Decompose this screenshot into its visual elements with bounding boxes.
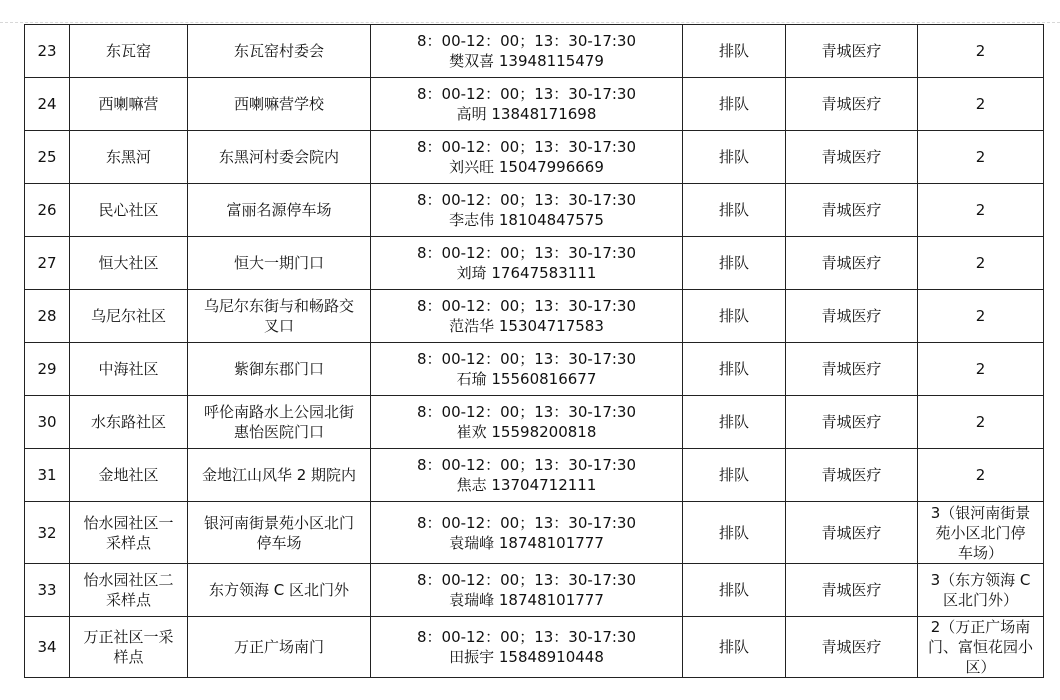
community-line: 民心社区	[98, 201, 159, 219]
row-number-cell: 32	[25, 502, 70, 564]
location-line: 呼伦南路水上公园北街	[203, 403, 354, 421]
location-line: 万正广场南门	[233, 638, 324, 656]
community-cell	[70, 184, 188, 237]
row-number-cell: 31	[25, 449, 70, 502]
queue-mode-cell: 排队	[683, 78, 786, 131]
row-number-cell: 23	[25, 25, 70, 78]
count-line: 2	[975, 42, 986, 60]
hours-contact-cell	[371, 131, 683, 184]
table-row	[25, 237, 1044, 290]
count-line: 2	[975, 95, 986, 113]
sampling-count-cell	[918, 78, 1044, 131]
sampling-count-cell	[918, 131, 1044, 184]
community-line: 样点	[113, 648, 144, 666]
count-line: 区北门外）	[942, 591, 1018, 609]
location-cell	[188, 237, 371, 290]
sampling-count-cell	[918, 25, 1044, 78]
provider-cell: 青城医疗	[786, 617, 918, 678]
queue-mode-cell: 排队	[683, 396, 786, 449]
location-line: 乌尼尔东街与和畅路交	[203, 297, 354, 315]
count-line: 区）	[965, 658, 996, 676]
count-line: 车场）	[957, 543, 1003, 562]
count-line: 2	[975, 307, 986, 325]
contact-person-phone: 田振宇 15848910448	[449, 648, 604, 666]
community-cell	[70, 502, 188, 564]
location-line: 紫御东郡门口	[233, 360, 324, 378]
service-hours: 8：00-12：00；13：30-17:30	[416, 403, 637, 421]
table-row	[25, 343, 1044, 396]
count-line: 3（银河南街景	[930, 503, 1031, 522]
location-cell	[188, 25, 371, 78]
community-line: 东黑河	[105, 148, 151, 166]
provider-cell: 青城医疗	[786, 449, 918, 502]
hours-contact-cell	[371, 343, 683, 396]
service-hours: 8：00-12：00；13：30-17:30	[416, 85, 637, 103]
provider-cell: 青城医疗	[786, 564, 918, 617]
location-cell	[188, 78, 371, 131]
queue-mode-cell: 排队	[683, 617, 786, 678]
provider-cell: 青城医疗	[786, 343, 918, 396]
sampling-count-cell	[918, 502, 1044, 564]
community-cell	[70, 564, 188, 617]
service-hours: 8：00-12：00；13：30-17:30	[416, 191, 637, 209]
location-line: 东黑河村委会院内	[218, 148, 339, 166]
community-line: 万正社区一采	[83, 628, 174, 646]
hours-contact-cell	[371, 617, 683, 678]
provider-cell: 青城医疗	[786, 396, 918, 449]
location-cell	[188, 343, 371, 396]
count-line: 苑小区北门停	[935, 523, 1026, 542]
queue-mode-cell: 排队	[683, 184, 786, 237]
location-cell	[188, 131, 371, 184]
queue-mode-cell: 排队	[683, 343, 786, 396]
service-hours: 8：00-12：00；13：30-17:30	[416, 456, 637, 474]
table-row	[25, 449, 1044, 502]
table-row	[25, 25, 1044, 78]
community-cell	[70, 25, 188, 78]
contact-person-phone: 焦志 13704712111	[456, 476, 597, 494]
table-row	[25, 617, 1044, 678]
sampling-count-cell	[918, 564, 1044, 617]
contact-person-phone: 刘琦 17647583111	[456, 264, 597, 282]
community-cell	[70, 290, 188, 343]
service-hours: 8：00-12：00；13：30-17:30	[416, 244, 637, 262]
table-row	[25, 564, 1044, 617]
contact-person-phone: 高明 13848171698	[456, 105, 597, 123]
count-line: 门、富恒花园小	[927, 638, 1033, 656]
contact-person-phone: 范浩华 15304717583	[449, 317, 604, 335]
contact-person-phone: 李志伟 18104847575	[449, 211, 604, 229]
community-cell	[70, 237, 188, 290]
hours-contact-cell	[371, 396, 683, 449]
community-cell	[70, 78, 188, 131]
community-line: 金地社区	[98, 466, 159, 484]
queue-mode-cell: 排队	[683, 564, 786, 617]
service-hours: 8：00-12：00；13：30-17:30	[416, 571, 637, 589]
table-body	[25, 25, 1044, 678]
provider-cell: 青城医疗	[786, 290, 918, 343]
location-line: 富丽名源停车场	[226, 201, 332, 219]
queue-mode-cell: 排队	[683, 290, 786, 343]
queue-mode-cell: 排队	[683, 131, 786, 184]
sampling-count-cell	[918, 449, 1044, 502]
row-number-cell: 27	[25, 237, 70, 290]
provider-cell: 青城医疗	[786, 131, 918, 184]
service-hours: 8：00-12：00；13：30-17:30	[416, 513, 637, 532]
hours-contact-cell	[371, 25, 683, 78]
community-line: 水东路社区	[90, 413, 166, 431]
location-line: 恒大一期门口	[233, 254, 324, 272]
service-hours: 8：00-12：00；13：30-17:30	[416, 138, 637, 156]
location-cell	[188, 564, 371, 617]
location-line: 停车场	[256, 533, 302, 552]
hours-contact-cell	[371, 290, 683, 343]
table-row	[25, 396, 1044, 449]
location-line: 惠怡医院门口	[233, 423, 324, 441]
count-line: 2	[975, 254, 986, 272]
sampling-count-cell	[918, 617, 1044, 678]
service-hours: 8：00-12：00；13：30-17:30	[416, 297, 637, 315]
count-line: 2	[975, 148, 986, 166]
contact-person-phone: 石瑜 15560816677	[456, 370, 597, 388]
provider-cell: 青城医疗	[786, 25, 918, 78]
count-line: 3（东方领海 C	[930, 571, 1031, 589]
sampling-count-cell	[918, 396, 1044, 449]
sampling-count-cell	[918, 290, 1044, 343]
community-cell	[70, 396, 188, 449]
table-row	[25, 78, 1044, 131]
hours-contact-cell	[371, 564, 683, 617]
community-cell	[70, 131, 188, 184]
contact-person-phone: 崔欢 15598200818	[456, 423, 597, 441]
sampling-count-cell	[918, 237, 1044, 290]
contact-person-phone: 袁瑞峰 18748101777	[449, 591, 604, 609]
provider-cell: 青城医疗	[786, 78, 918, 131]
community-line: 采样点	[105, 591, 151, 609]
location-cell	[188, 449, 371, 502]
community-line: 恒大社区	[98, 254, 159, 272]
community-cell	[70, 617, 188, 678]
table-row	[25, 502, 1044, 564]
service-hours: 8：00-12：00；13：30-17:30	[416, 628, 637, 646]
community-line: 中海社区	[98, 360, 159, 378]
location-cell	[188, 396, 371, 449]
sampling-count-cell	[918, 343, 1044, 396]
queue-mode-cell: 排队	[683, 25, 786, 78]
community-line: 怡水园社区一	[83, 513, 174, 532]
community-line: 采样点	[105, 533, 151, 552]
contact-person-phone: 樊双喜 13948115479	[449, 52, 604, 70]
row-number-cell: 26	[25, 184, 70, 237]
count-line: 2	[975, 360, 986, 378]
row-number-cell: 34	[25, 617, 70, 678]
count-line: 2	[975, 466, 986, 484]
location-cell	[188, 184, 371, 237]
count-line: 2	[975, 201, 986, 219]
contact-person-phone: 刘兴旺 15047996669	[449, 158, 604, 176]
community-line: 西喇嘛营	[98, 95, 159, 113]
page-top-edge	[0, 0, 1060, 23]
location-cell	[188, 502, 371, 564]
row-number-cell: 25	[25, 131, 70, 184]
provider-cell: 青城医疗	[786, 184, 918, 237]
queue-mode-cell: 排队	[683, 449, 786, 502]
row-number-cell: 33	[25, 564, 70, 617]
location-line: 叉口	[263, 317, 294, 335]
queue-mode-cell: 排队	[683, 237, 786, 290]
queue-mode-cell: 排队	[683, 502, 786, 564]
location-line: 银河南街景苑小区北门	[203, 513, 354, 532]
location-line: 西喇嘛营学校	[233, 95, 324, 113]
hours-contact-cell	[371, 78, 683, 131]
testing-sites-table	[24, 24, 1044, 678]
sampling-count-cell	[918, 184, 1044, 237]
hours-contact-cell	[371, 449, 683, 502]
location-line: 东方领海 C 区北门外	[208, 581, 349, 599]
location-line: 金地江山风华 2 期院内	[201, 466, 357, 484]
table-row	[25, 184, 1044, 237]
row-number-cell: 28	[25, 290, 70, 343]
location-cell	[188, 617, 371, 678]
hours-contact-cell	[371, 184, 683, 237]
community-line: 怡水园社区二	[83, 571, 174, 589]
row-number-cell: 24	[25, 78, 70, 131]
community-line: 乌尼尔社区	[90, 307, 166, 325]
service-hours: 8：00-12：00；13：30-17:30	[416, 350, 637, 368]
table-row	[25, 290, 1044, 343]
service-hours: 8：00-12：00；13：30-17:30	[416, 32, 637, 50]
row-number-cell: 30	[25, 396, 70, 449]
community-cell	[70, 449, 188, 502]
count-line: 2（万正广场南	[930, 618, 1031, 636]
count-line: 2	[975, 413, 986, 431]
provider-cell: 青城医疗	[786, 237, 918, 290]
location-cell	[188, 290, 371, 343]
community-line: 东瓦窑	[105, 42, 151, 60]
provider-cell: 青城医疗	[786, 502, 918, 564]
hours-contact-cell	[371, 502, 683, 564]
community-cell	[70, 343, 188, 396]
hours-contact-cell	[371, 237, 683, 290]
location-line: 东瓦窑村委会	[233, 42, 324, 60]
row-number-cell: 29	[25, 343, 70, 396]
contact-person-phone: 袁瑞峰 18748101777	[449, 533, 604, 552]
table-row	[25, 131, 1044, 184]
